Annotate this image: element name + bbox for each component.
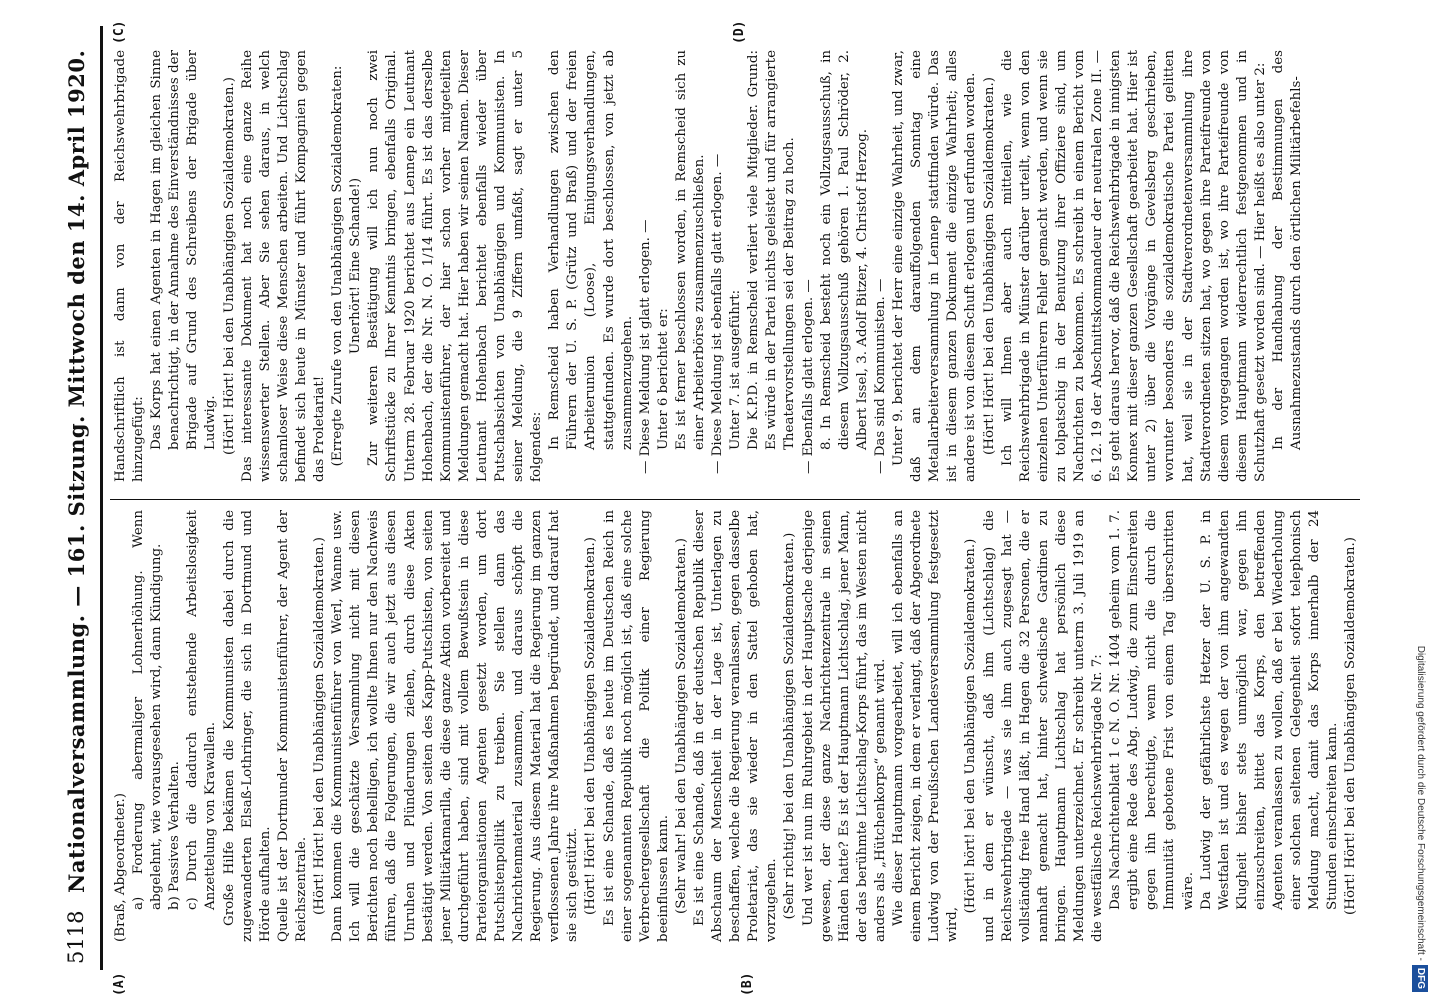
interjection: (Hört! Hört! bei den Unabhängigen Sozialdemokraten.) <box>583 537 599 915</box>
list-item-a: a) Forderung abermaliger Lohnerhöhung. Wenn abgelehnt, wie vorausgesehen wird, dann Kündigung. <box>131 510 165 910</box>
text-column-left <box>112 510 1360 942</box>
quoted-document: Die K.P.D. in Remscheid verliert viele Mitglieder. Grund: Es würde in der Partei nichts geleistet und für arrangierte Theatervorstellungen sei der Beitrag zu hoch. <box>746 50 798 450</box>
paragraph: Ich will Ihnen aber auch mitteilen, wie die Reichswehrbrigade in Münster darüber urteilt, wenn von den einzelnen Unterführern Fehler gemacht werden, und wenn sie zu tolpatschig in der Benutzung ihrer Offiziere sind, um Nachrichten zu bekommen. Es schreibt in einem Bericht vom 6. 12. 19 der Abschnittskommandeur der neutralen Zone II. — Es geht daraus hervor, daß die Reichswehrbrigade in innigsten Konnex mit dieser ganzen Gesellschaft gearbeitet hat. Hier ist unter 2) über die Vorgänge in Gevelsberg geschrieben, worunter besonders die sozialdemokratische Partei gelitten hat, weil sie in der Stadtverordnetenversammlung ihre Stadtverordneten sitzen hat, wo gegen ihre Parteifreunde von diesem vorgegangen worden ist, wo ihre Parteifreunde von diesem Hauptmann widerrechtlich festgenommen und in Schutzhaft gesetzt worden sind. — Hier heißt es also unter 2: <box>999 50 1268 482</box>
column-divider <box>110 499 1360 500</box>
digitization-credit <box>1412 8 1428 1000</box>
quoted-document: Das Korps hat einen Agenten in Hagen im gleichen Sinne benachrichtigt, in der Annahme des Einverständnisses der Brigade auf Grund des Schreibens der Brigade über Ludwig. <box>149 50 219 450</box>
page-title: Nationalversammlung. — 161. Sitzung. Mittwoch den 14. April 1920. <box>63 49 89 893</box>
paragraph: Es ist eine Schande, daß in der deutschen Republik dieser Abschaum der Menschheit in der Lage ist, Unterlagen zu beschaffen, welche die Regierung veranlassen, gegen dasselbe Proletariat, das sie wieder in den Sattel gehoben hat, vorzugehen. <box>692 510 780 942</box>
interjection: (Hört! Hört! bei den Unabhängigen Sozialdemokraten.) <box>312 537 328 915</box>
digitization-credit-text <box>1412 8 1428 992</box>
margin-marker-b: (B) <box>740 972 755 996</box>
header-rule <box>100 26 103 970</box>
remark-line: — Das sind Kommunisten. — <box>872 278 888 474</box>
paragraph: Quelle ist der Dortmunder Kommunistenführer, der Agent der Reichszentrale. <box>275 510 309 942</box>
page-number: 5118 <box>64 910 88 964</box>
interjection: (Hört! Hört! bei den Unabhängigen Sozialdemokraten.) <box>981 77 997 455</box>
paragraph: Große Hilfe bekämen die Kommunisten dabei durch die zugewanderten Elsaß-Lothringer, die sich in Dortmund und Hörde aufhalten. <box>221 510 273 942</box>
interjection: (Hört! hört! bei den Unabhängigen Sozialdemokraten.) <box>963 538 979 914</box>
quoted-document: In Remscheid haben Verhandlungen zwischen den Führern der U. S. P. (Grütz und Braß) und der freien Arbeiterunion (Loose), Einigungsverhandlungen, stattgefunden. Es wurde dort beschlossen, von jetzt ab zusammenzugehen. <box>547 50 635 450</box>
quoted-document: 8. In Remscheid besteht noch ein Vollzugsausschuß, in diesem Vollzugsausschuß gehören 1. Paul Schröder, 2. Albert Issel, 3. Adolf Bitzer, 4. Christof Herzog. <box>818 50 870 450</box>
quoted-document: In der Handhabung der Bestimmungen des Ausnahmezustands durch den örtlichen Militärbefehls- <box>1271 50 1305 450</box>
paragraph: Es ist eine Schande, daß es heute im Deutschen Reich in einer sogenannten Republik noch möglich ist, daß eine solche Verbrechergesellschaft die Politik einer Regierung beeinflussen kann. <box>601 510 671 942</box>
page-header <box>56 32 96 964</box>
remark-line: — Ebenfalls glatt erlogen. — <box>800 279 816 474</box>
paragraph: Wie dieser Hauptmann vorgearbeitet, will ich ebenfalls an einem Bericht zeigen, in dem er verlangt, daß der Abgeordnete Ludwig von der Preußischen Landesversammlung festgesetzt wird, <box>891 510 961 942</box>
paragraph: Handschriftlich ist dann von der Reichswehrbrigade hinzugefügt: <box>113 50 147 482</box>
paragraph: Das interessante Dokument hat noch eine ganze Reihe wissenswerter Stellen. Aber Sie sehen daraus, in welch schamloser Weise diese Menschen arbeiten. Und Lichtschlag befindet sich heute in Münster und führt Kompagnien gegen das Proletariat! <box>239 50 328 482</box>
quoted-document: Unter 6 berichtet er: <box>655 308 671 450</box>
quoted-document: Unter 7. ist ausgeführt: <box>728 289 744 450</box>
interjection: (Hört! Hört! bei den Unabhängigen Sozialdemokraten.) <box>1343 537 1359 915</box>
margin-marker-d: (D) <box>732 20 747 44</box>
interjection: (Sehr richtig! bei den Unabhängigen Sozialdemokraten.) <box>782 532 798 920</box>
remark-line: — Diese Meldung ist ebenfalls glatt erlogen. — <box>710 153 726 474</box>
paragraph: Zur weiteren Bestätigung will ich nun noch zwei Schriftstücke zu Ihrer Kenntnis bringen, ebenfalls Original. Unterm 28. Februar 1920 berichtet aus Lennep ein Leutnant Hohenbach, der die Nr. N. O. 1/14 führt. Es ist das derselbe Kommunistenführer, der hier schon vorher mitgeteilten Meldungen gemacht hat. Hier haben wir seinen Namen. Dieser Leutnant Hohenbach berichtet ebenfalls wieder über Putschabsichten von Unabhängigen und Kommunisten. In seiner Meldung, die 9 Ziffern umfaßt, sagt er unter 5 folgendes: <box>366 50 545 482</box>
remark-line: — Diese Meldung ist glatt erlogen. — <box>637 219 653 474</box>
paragraph: Dann kommen die Kommunistenführer von Werl, Wanne usw. Ich will die geschätzte Versammlung nicht mit diesen Berichten noch behelligen, ich wollte Ihnen nur den Nachweis führen, daß die Folgerungen, die wir auch jetzt aus diesen Unruhen und Plünderungen ziehen, durch diese Akten bestätigt werden. Von seiten des Kapp-Putschisten, von seiten jener Militärkamarilla, die diese ganze Aktion vorbereitet und durchgeführt haben, sind mit vollem Bewußtsein in diese Parteiorganisationen Agenten gesetzt worden, um dort Putschistenpolitik zu treiben. Sie stellen dann das Nachrichtenmaterial zusammen, und daraus schöpft die Regierung. Aus diesem Material hat die Regierung im ganzen verflossenen Jahre ihre Maßnahmen begründet, und darauf hat sie sich gestützt. <box>330 510 581 942</box>
list-item-c: c) Durch die dadurch entstehende Arbeitslosigkeit Anzettelung von Krawallen. <box>185 510 219 910</box>
list-item-b: b) Passives Verhalten. <box>167 761 183 910</box>
interjection: (Sehr wahr! bei den Unabhängigen Sozialdemokraten.) <box>673 537 689 915</box>
margin-marker-c: (C) <box>112 20 127 44</box>
dfg-logo: DFG <box>1412 965 1428 992</box>
quoted-document: Es ist ferner beschlossen worden, in Remscheid sich zu einer Arbeiterbörse zusammenzuschließen. <box>673 50 707 450</box>
interjection: (Hört! Hört! bei den Unabhängigen Sozialdemokraten.) <box>221 77 237 455</box>
quoted-document: Das Nachrichtenblatt 1 c N. O. Nr. 1404 geheim vom 1. 7. ergibt eine Rede des Abg. Ludwig, die zum Einschreiten gegen ihn berechtigte, wenn nicht die durch die Immunität gebotene Frist von einem Tag überschritten wäre. <box>1108 510 1196 910</box>
text-column-right <box>112 50 1306 482</box>
speaker-line: (Braß, Abgeordneter.) <box>113 793 128 942</box>
margin-marker-a: (A) <box>112 972 127 996</box>
paragraph: Und wer ist nun im Ruhrgebiet in der Hauptsache derjenige gewesen, der diese ganze Nachrichtenzentrale in seinen Händen hatte? Es ist der Hauptmann Lichtschlag, jener Mann, der das berühmte Lichtschlag-Korps führt, das im Westen nicht anders als „Hütchenkorps“ genannt wird. <box>800 510 888 942</box>
paragraph: und in dem er wünscht, daß ihm (Lichtschlag) die Reichswehrbrigade — was sie ihm auch zugesagt hat — vollständig freie Hand läßt, in Hagen die 32 Personen, die er namhaft gemacht hat, hinter schwedische Gardinen zu bringen. Hauptmann Lichtschlag hat persönlich diese Meldungen unterzeichnet. Er schreibt unterm 3. Juli 1919 an die westfälische Reichswehrbrigade Nr. 7: <box>981 510 1106 942</box>
quoted-document: Da Ludwig der gefährlichste Hetzer der U. S. P. in Westfalen ist und es wegen der von ihm angewandten Klugheit bisher stets unmöglich war, gegen ihn einzuschreiten, bittet das Korps, den betreffenden Agenten veranlassen zu wollen, daß er bei Wiederholung einer solchen seltenen Gelegenheit sofort telephonisch Meldung macht, damit das Korps innerhalb der 24 Stunden einschreiten kann. <box>1198 510 1341 910</box>
paragraph: Unter 9. berichtet der Herr eine einzige Wahrheit, und zwar, daß an dem darauffolgenden Sonntag eine Metallarbeiterversammlung in Lennep stattfinden würde. Das ist in diesem ganzen Dokument die einzige Wahrheit; alles andere ist von diesem Schuft erlogen und erfunden worden. <box>891 50 979 482</box>
digitization-note: Digitalisierung gefördert durch die Deutsche Forschungsgemeinschaft - <box>1415 645 1426 961</box>
interjection: (Erregte Zurufe von den Unabhängigen Sozialdemokraten: Unerhört! Eine Schande!) <box>330 65 364 467</box>
